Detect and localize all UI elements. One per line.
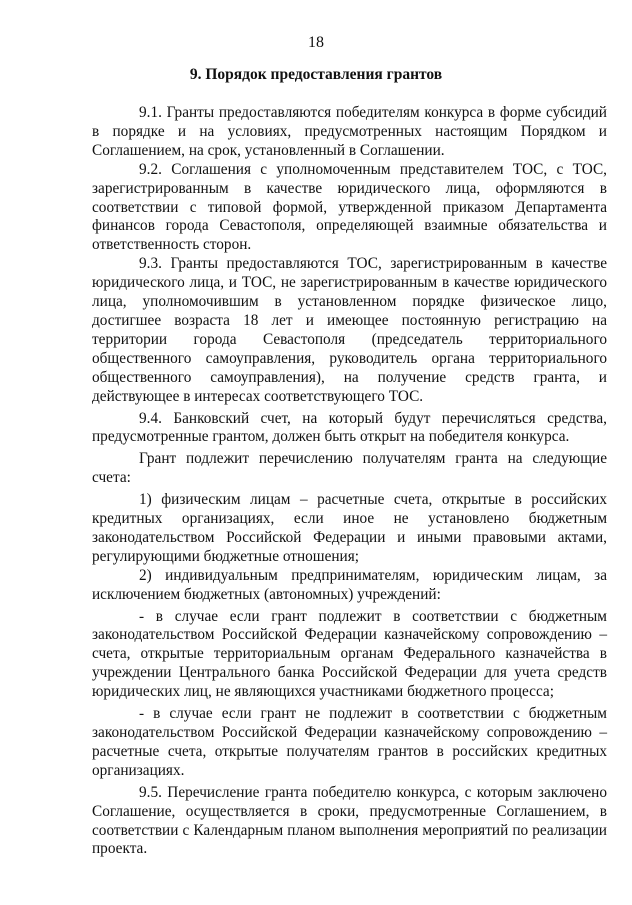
paragraph-9-2: 9.2. Соглашения с уполномоченным представителем ТОС, с ТОС, зарегистрированным в качестве юридического лица, оформляются в соответствии с типовой формой, утвержденной приказом Департамента финансов города Севастополя, определяющей взаимные обязательства и ответственность сторон. — [92, 160, 607, 254]
paragraph-9-3: 9.3. Гранты предоставляются ТОС, зарегистрированным в качестве юридического лица, и ТОС, не зарегистрированным в качестве юридического лица, уполномочившим в установленном порядке физическое лицо, достигшее возраста 18 лет и имеющее постоянную регистрацию на территории города Севастополя (председатель территориального общественного самоуправления, руководитель органа территориального общественного самоуправления), на получение средств гранта, и действующее в интересах соответствующего ТОС. — [92, 255, 607, 405]
paragraph-individuals: 1) физическим лицам – расчетные счета, открытые в российских кредитных организациях, если иное не установлено бюджетным законодательством Российской Федерации и иными правовыми актами, регулирующими бюджетные отношения; — [92, 491, 607, 565]
paragraph-9-5: 9.5. Перечисление гранта победителю конкурса, с которым заключено Соглашение, осуществляется в сроки, предусмотренные Соглашением, в соответствии с Календарным планом выполнения мероприятий по реализации проекта. — [92, 783, 607, 858]
paragraph-non-treasury-case: - в случае если грант не подлежит в соответствии с бюджетным законодательством Российской Федерации казначейскому сопровождению – расчетные счета, открытые получателям грантов в российских кредитных организациях. — [92, 705, 607, 779]
section-title: 9. Порядок предоставления грантов — [189, 66, 443, 83]
paragraph-9-1: 9.1. Гранты предоставляются победителям конкурса в форме субсидий в порядке и на условиях, предусмотренных настоящим Порядком и Соглашением, на срок, установленный в Соглашении. — [92, 104, 607, 159]
paragraph-entrepreneurs: 2) индивидуальным предпринимателям, юридическим лицам, за исключением бюджетных (автономных) учреждений: — [92, 566, 607, 603]
page-number: 18 — [308, 34, 324, 51]
section-body — [92, 104, 607, 859]
paragraph-treasury-case: - в случае если грант подлежит в соответствии с бюджетным законодательством Российской Федерации казначейскому сопровождению – счета, открытые территориальным органам Федерального казначейства в учреждении Центрального банка Российской Федерации для учета средств юридических лиц, не являющихся участниками бюджетного процесса; — [92, 607, 607, 701]
paragraph-9-4: 9.4. Банковский счет, на который будут перечисляться средства, предусмотренные грантом, должен быть открыт на победителя конкурса. — [92, 409, 607, 446]
paragraph-accounts-intro: Грант подлежит перечислению получателям гранта на следующие счета: — [92, 450, 607, 487]
